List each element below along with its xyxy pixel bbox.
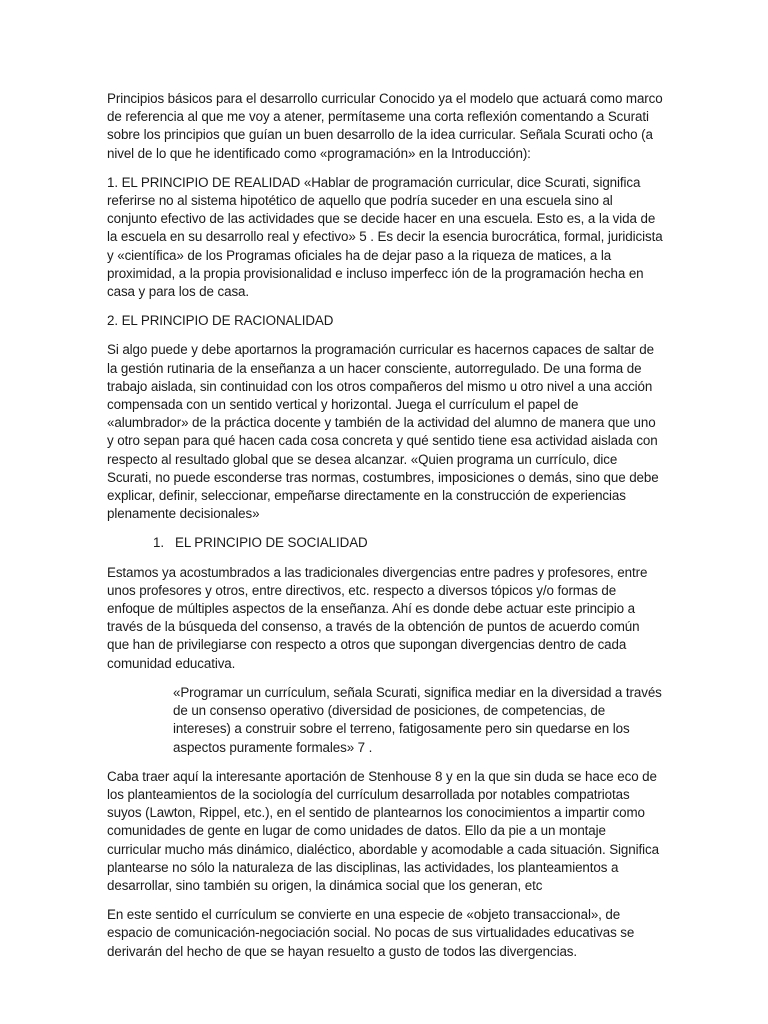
list-number: 1.: [153, 535, 164, 551]
principle-realidad-paragraph: 1. EL PRINCIPIO DE REALIDAD «Hablar de programación curricular, dice Scurati, significa referirse no al sistema hipotético de aquello que podría suceder en una escuela sino al conjunto efectivo de las actividades que se decide hacer en una escuela. Esto es, a la vida de la escuela en su desarrollo real y efectivo» 5 . Es decir la esencia burocrática, formal, juridicista y «científica» de los Programas oficiales ha de dejar paso a la riqueza de matices, a la proximidad, a la propia provisionalidad e incluso imperfecc ión de la programación hecha en casa y para los de casa.: [107, 174, 663, 300]
principle-socialidad-list-item: [107, 534, 663, 552]
intro-paragraph: Principios básicos para el desarrollo curricular Conocido ya el modelo que actuará como marco de referencia al que me voy a atener, permítaseme una corta reflexión comentando a Scurati sobre los principios que guían un buen desarrollo de la idea curricular. Señala Scurati ocho (a nivel de lo que he identificado como «programación» en la Introducción):: [107, 91, 663, 161]
principle-racionalidad-heading: 2. EL PRINCIPIO DE RACIONALIDAD: [107, 313, 334, 329]
principle-racionalidad-paragraph: Si algo puede y debe aportarnos la programación curricular es hacernos capaces de saltar de la gestión rutinaria de la enseñanza a un hacer consciente, autorregulado. De una forma de trabajo aislada, sin continuidad con los otros compañeros del mismo u otro nivel a una acción compensada con un sentido vertical y horizontal. Juega el currículum el papel de «alumbrador» de la práctica docente y también de la actividad del alumno de manera que uno y otro sepan para qué hacen cada cosa concreta y qué sentido tiene esa actividad aislada con respecto al resultado global que se desea alcanzar. «Quien programa un currículo, dice Scurati, no puede esconderse tras normas, costumbres, imposiciones o demás, sino que debe explicar, definir, seleccionar, empeñarse directamente en la construcción de experiencias plenamente decisionales»: [107, 342, 659, 522]
scurati-quote: «Programar un currículum, señala Scurati, significa mediar en la diversidad a través de un consenso operativo (diversidad de posiciones, de competencias, de intereses) a construir sobre el terreno, fatigosamente pero sin quedarse en los aspectos puramente formales» 7 .: [173, 684, 662, 755]
document-page: [107, 90, 663, 972]
final-paragraph: En este sentido el currículum se convierte en una especie de «objeto transaccional», de espacio de comunicación-negociación social. No pocas de sus virtualidades educativas se derivarán del hecho de que se hayan resuelto a gusto de todos las divergencias.: [107, 907, 635, 959]
principle-socialidad-paragraph: Estamos ya acostumbrados a las tradicionales divergencias entre padres y profesores, entre unos profesores y otros, entre directivos, etc. respecto a diversos tópicos y/o formas de enfoque de múltiples aspectos de la enseñanza. Ahí es donde debe actuar este principio a través de la búsqueda del consenso, a través de la obtención de puntos de acuerdo común que han de privilegiarse con respecto a otros que supongan divergencias dentro de cada comunidad educativa.: [107, 564, 648, 671]
principle-socialidad-heading: EL PRINCIPIO DE SOCIALIDAD: [175, 535, 368, 551]
stenhouse-paragraph: Caba traer aquí la interesante aportación de Stenhouse 8 y en la que sin duda se hace eco de los planteamientos de la sociología del currículum desarrollada por notables compatriotas suyos (Lawton, Rippel, etc.), en el sentido de plantearnos los conocimientos a impartir como comunidades de gente en lugar de como unidades de datos. Ello da pie a un montaje curricular mucho más dinámico, dialéctico, abordable y acomodable a cada situación. Significa plantearse no sólo la naturaleza de las disciplinas, las actividades, los planteamientos a desarrollar, sino también su origen, la dinámica social que los generan, etc: [107, 768, 659, 893]
